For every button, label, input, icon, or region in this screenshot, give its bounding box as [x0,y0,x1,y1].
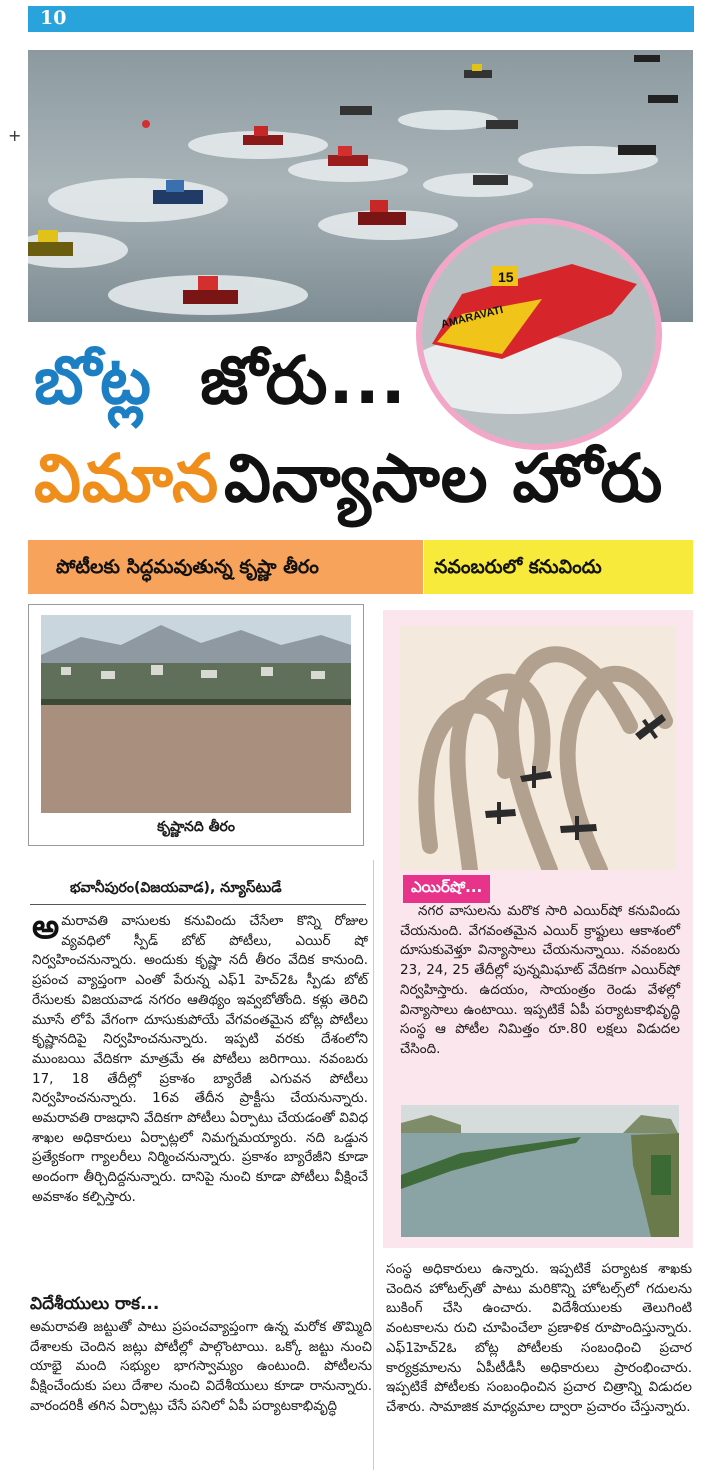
article-text-2: అమరావతి జట్టుతో పాటు ప్రపంచవ్యాప్తంగా ఉన్న మరోక తొమ్మిది దేశాలకు చెందిన జట్లు పోటీల్లో పాల్గొంటాయి. ఒక్కో జట్టు నుంచి యాభై మంది సభ్యుల భాగస్వామ్యం ఉంటుంది. పోటీలను వీక్షించేందుకు పలు దేశాల నుంచి విదేశీయులు కూడా రానున్నారు. వారందరికీ తగిన ఏర్పాట్లు చేసే పనిలో ఏపీ పర్యాటకాభివృద్ధి [30,1319,372,1414]
drop-cap: అ [32,907,60,947]
headline-line1-rest: జోరు... [200,342,407,419]
headline-line2-colored: విమాన [34,440,220,517]
strap-band-left [28,540,423,594]
article-text-right-2: సంస్థ అధికారులు ఉన్నారు. ఇప్పటికే పర్యాటక శాఖకు చెందిన హోటల్స్‌తో పాటు మరికొన్ని హోటల్స్‌లో గదులను బుకింగ్ చేసి ఉంచారు. విదేశీయులకు తెలుగింటి వంటకాలను రుచి చూపించేలా ప్రణాళిక రూపొందిస్తున్నారు. ఎఫ్1హెచ్2ఓ బోట్ల పోటీలకు సంబంధించి ప్రచార కార్యక్రమాలను ఏపీటీడీసీ అధికారులు ప్రారంభించారు. ఇప్పటికే పోటీలకు సంబంధించిన ప్రచార చిత్రాన్ని విడుదల చేశారు. సామాజిక మాధ్యమాల ద్వారా ప్రచారం చేస్తున్నారు. [386,1261,692,1415]
river-island-photo [401,1105,679,1237]
strap-left-text: పోటీలకు సిద్ధమవుతున్న కృష్ణా తీరం [56,556,319,578]
airshow-tag: ఎయిర్‌షో... [403,875,490,903]
dateline: భవానీపురం(విజయవాడ), న్యూస్‌టుడే [70,880,282,896]
river-photo-box [28,604,364,846]
column-divider [373,860,374,1470]
airshow-photo [400,626,676,870]
article-body-right-2 [386,1260,692,1418]
strap-right-text: నవంబరులో కనువిందు [434,556,602,578]
crop-mark-icon: + [8,126,22,145]
headline-line2-rest: విన్యాసాల హోరు [224,440,664,517]
article-body-left-2 [30,1318,372,1417]
article-text: మరావతి వాసులకు కనువిందు చేసేలా కొన్ని రోజుల వ్యవధిలో స్పీడ్ బోట్ పోటీలు, ఎయిర్ షో నిర్వహించనున్నారు. అందుకు కృష్ణా నదీ తీరం వేదిక కానుంది. ప్రపంచ వ్యాప్తంగా ఎంతో పేరున్న ఎఫ్1 హెచ్2ఓ స్పీడు బోట్ రేసులకు విజయవాడ నగరం ఆతిథ్యం ఇవ్వబోతోంది. కళ్లు తెరిచి మూసే లోపే వేగంగా దూసుకుపోయే వేగవంతమైన బోట్ల పోటీలు కృష్ణానదిపై నిర్వహించనున్నారు. ఇప్పటి వరకు దేశంలోని ముంబయి వేదికగా మాత్రమే ఈ పోటీలు జరిగాయి. నవంబరు 17, 18 తేదీల్లో ప్రకాశం బ్యారేజీ ఎగువన పోటీలు నిర్వహించనున్నారు. 16వ తేదీన ప్రాక్టీసు చేయనున్నారు. అమరావతి రాజధాని వేదికగా పోటీలు ఏర్పాటు చేయడంతో వివిధ శాఖల అధికారులు ఏర్పాట్లలో నిమగ్నమయ్యారు. నది ఒడ్డున ప్రత్యేకంగా గ్యాలరీలు నిర్మించనున్నారు. ప్రకాశం బ్యారేజీని కూడా అందంగా తీర్చిదిద్దనున్నారు. దానిపై నుంచి కూడా పోటీలు వీక్షించే అవకాశం కల్పిస్తారు. [32,913,368,1205]
article-body-left [32,907,368,1208]
article-body-right [400,902,680,1060]
subheading: విదేశీయులు రాక... [30,1294,160,1314]
boat-number: 15 [498,269,514,285]
inset-photo-race-boat [416,218,662,450]
divider [30,904,366,905]
strap-band-right [424,540,693,594]
headline-line1-colored: బోట్ల [34,342,152,419]
krishna-river-photo [41,615,351,813]
page-number: 10 [40,7,67,29]
airshow-text: నగర వాసులను మరొక సారి ఎయిర్‌షో కనువిందు చేయనుంది. వేగవంతమైన ఎయిర్ క్రాఫ్టులు ఆకాశంలో దూసుకువెళ్తూ విన్యాసాలు చేయనున్నాయి. నవంబరు 23, 24, 25 తేదీల్లో పున్నమిఘాట్ వేదికగా ఎయిర్‌షో నిర్వహిస్తారు. ఉదయం, సాయంత్రం రెండు వేళల్లో విన్యాసాలు ఉంటాయి. ఇప్పటికే ఏపీ పర్యాటకాభివృద్ధి సంస్థ ఆ పోటీల నిమిత్తం రూ.80 లక్షలు విడుదల చేసింది. [400,903,680,1057]
photo-caption: కృష్ణానది తీరం [157,819,235,835]
page-header-bar [28,6,694,32]
boat-logo-text: AMARAVATI [439,303,505,331]
